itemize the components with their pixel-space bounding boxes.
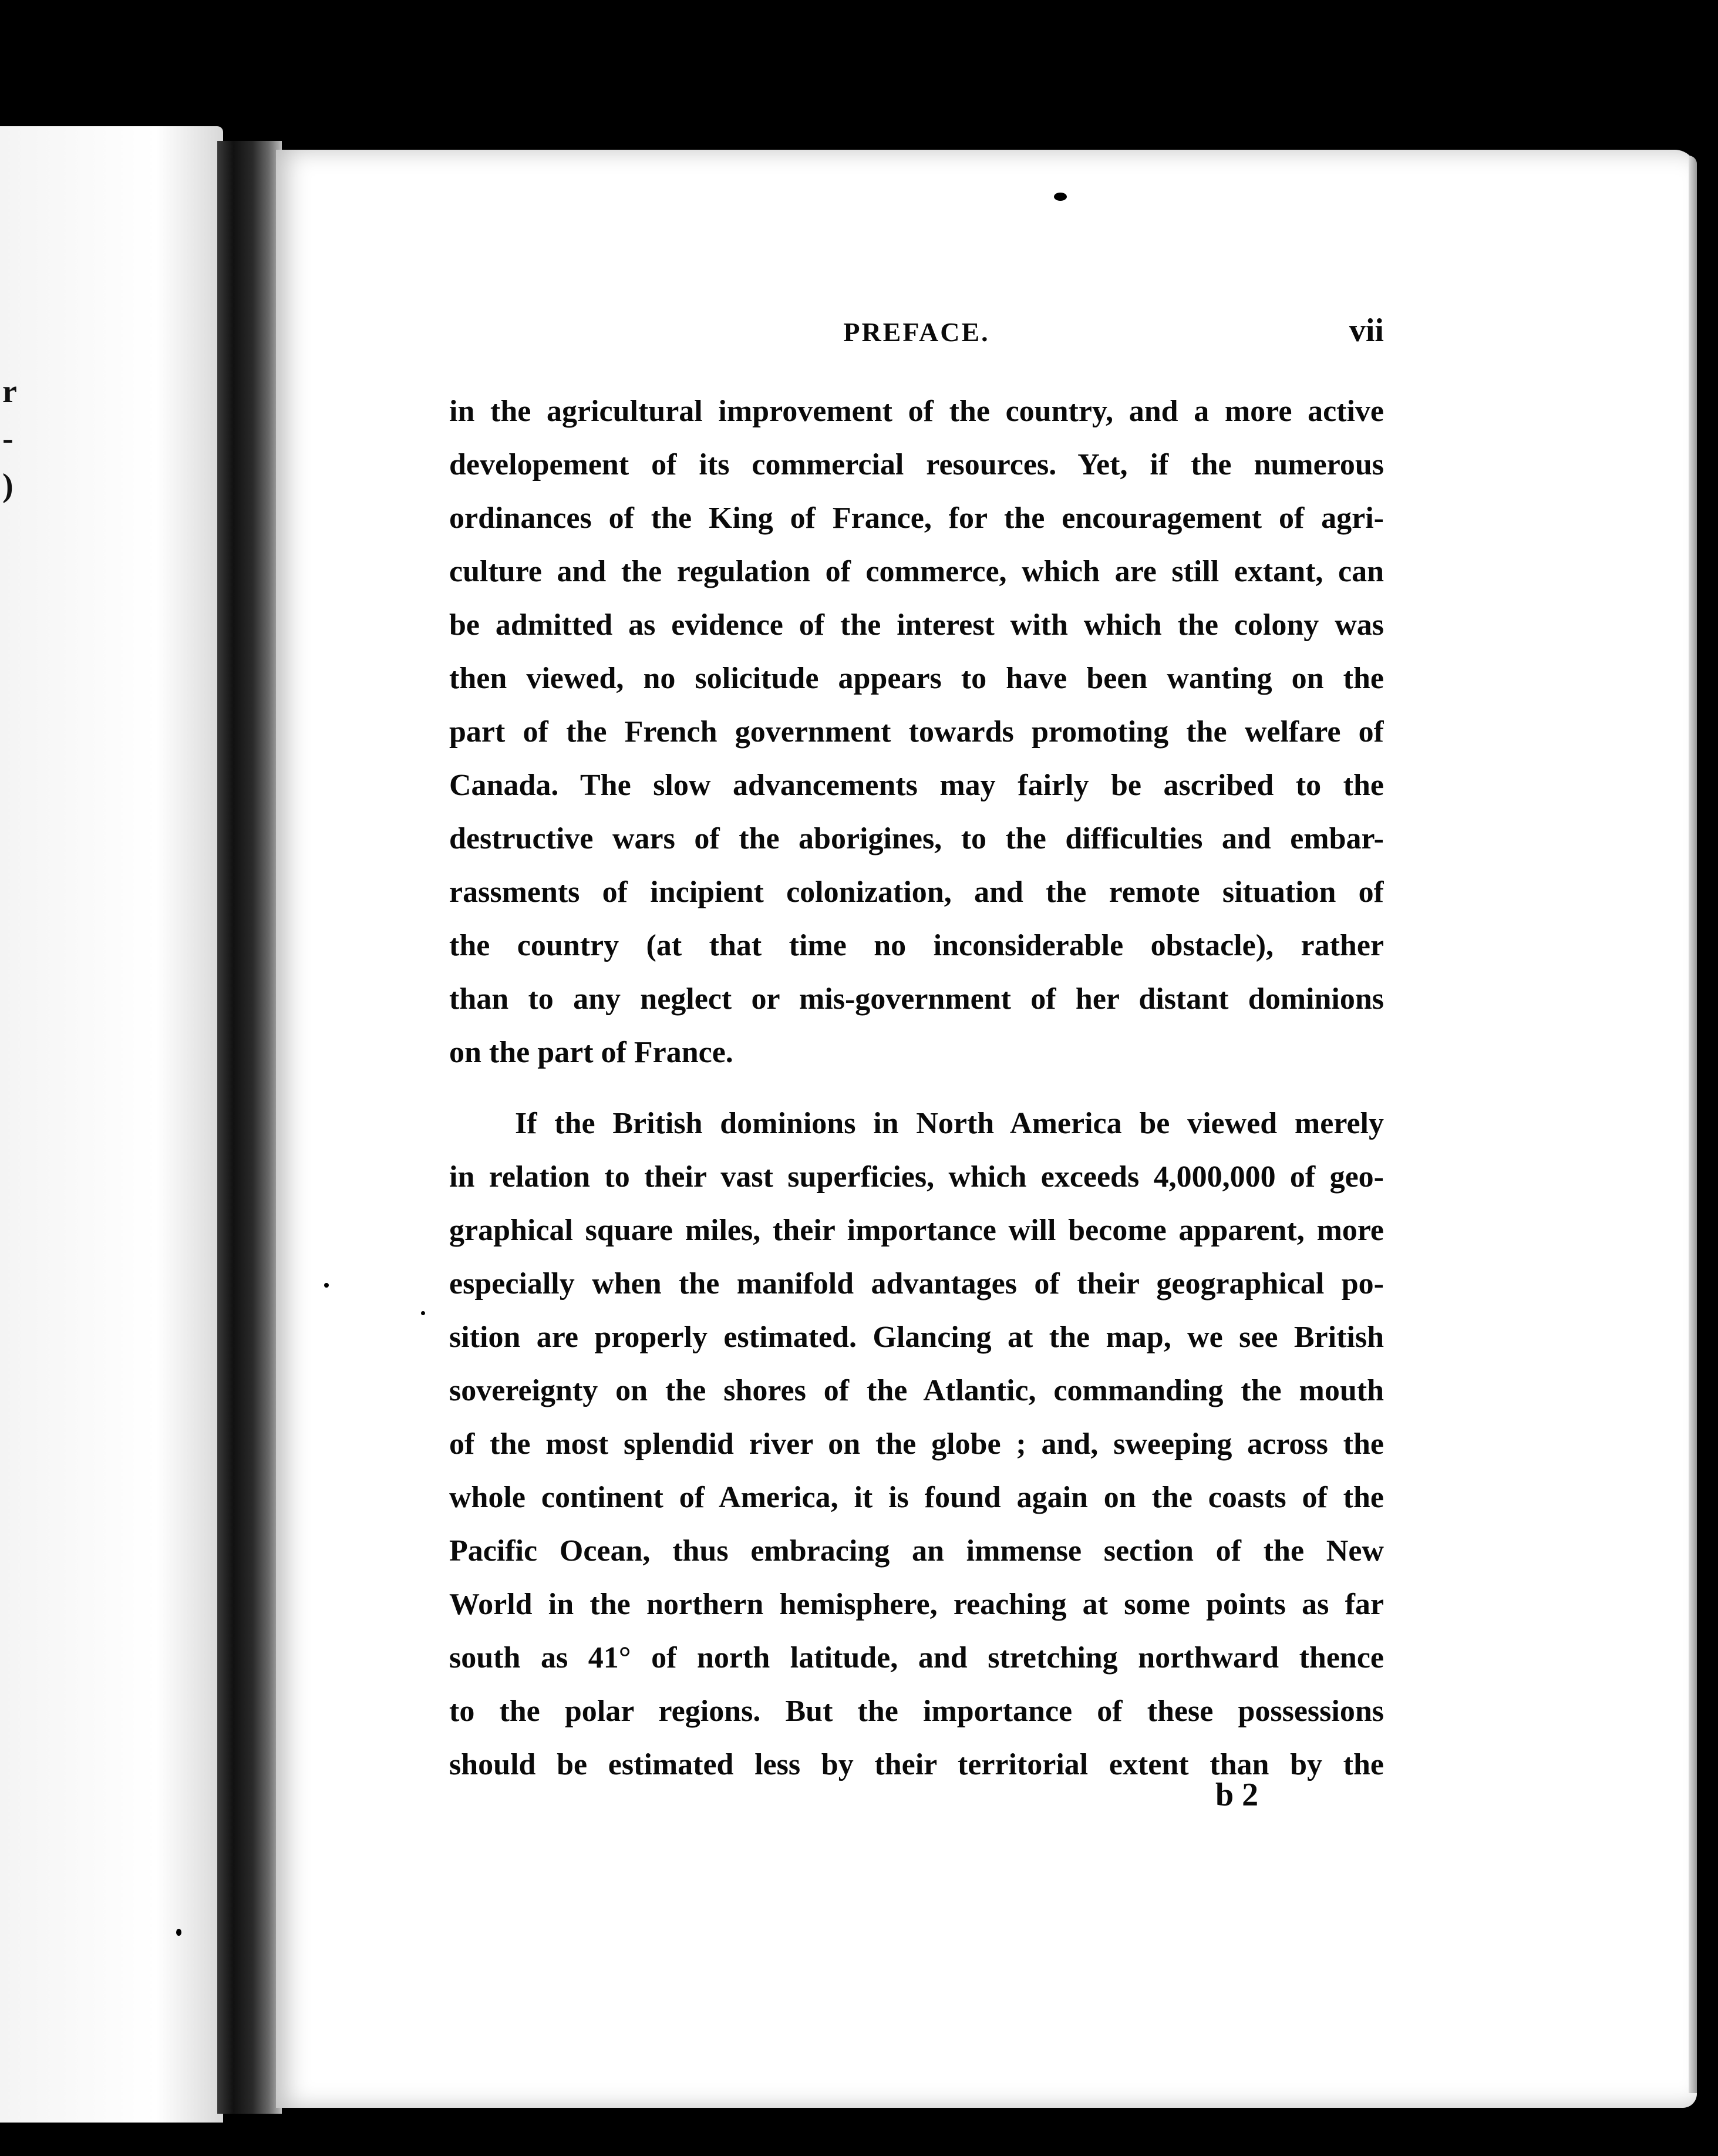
text-line: south as 41° of north latitude, and stretching northward thence: [449, 1641, 1384, 1675]
ink-speck: [421, 1311, 425, 1315]
text-line: If the British dominions in North America be viewed merely: [515, 1107, 1384, 1140]
running-head: [449, 308, 1384, 361]
text-line: Pacific Ocean, thus embracing an immense section of the New: [449, 1534, 1384, 1568]
text-line: sovereignty on the shores of the Atlantic, commanding the mouth: [449, 1374, 1384, 1407]
page-number: vii: [1349, 312, 1384, 349]
text-line: in the agricultural improvement of the country, and a more active: [449, 395, 1384, 428]
ink-speck: [1054, 193, 1067, 201]
paragraph-gap: [449, 1079, 1384, 1097]
paragraph: [449, 1097, 1384, 1791]
ink-speck: [176, 1929, 181, 1936]
text-line: rassments of incipient colonization, and the remote situation of: [449, 875, 1384, 909]
text-line: of the most splendid river on the globe ; and, sweeping across the: [449, 1427, 1384, 1461]
running-title: PREFACE.: [843, 317, 990, 347]
text-line: destructive wars of the aborigines, to the difficulties and embar-: [449, 822, 1384, 855]
text-line: whole continent of America, it is found again on the coasts of the: [449, 1481, 1384, 1514]
text-line: culture and the regulation of commerce, which are still extant, can: [449, 555, 1384, 588]
facing-page-fragment: -: [2, 420, 14, 457]
ink-speck: [324, 1283, 329, 1288]
text-line: in relation to their vast superficies, which exceeds 4,000,000 of geo-: [449, 1160, 1384, 1194]
signature-mark: b 2: [1215, 1777, 1259, 1813]
text-line: be admitted as evidence of the interest with which the colony was: [449, 608, 1384, 642]
text-line: World in the northern hemisphere, reaching at some points as far: [449, 1588, 1384, 1621]
text-line: sition are properly estimated. Glancing at the map, we see British: [449, 1320, 1384, 1354]
text-line: to the polar regions. But the importance of these possessions: [449, 1695, 1384, 1728]
text-line: developement of its commercial resources. Yet, if the numerous: [449, 448, 1384, 481]
text-line: than to any neglect or mis-government of her distant dominions: [449, 982, 1384, 1016]
text-line: should be estimated less by their territorial extent than by the: [449, 1748, 1384, 1781]
facing-page-fragment: r: [2, 373, 17, 410]
body-text: [449, 385, 1384, 1791]
text-line: the country (at that time no inconsiderable obstacle), rather: [449, 929, 1384, 962]
page-edge: [1689, 156, 1697, 2093]
text-line: ordinances of the King of France, for the encouragement of agri-: [449, 501, 1384, 535]
text-line: then viewed, no solicitude appears to have been wanting on the: [449, 662, 1384, 695]
facing-page-fragment: ): [2, 467, 14, 504]
binding-gutter-shadow: [217, 141, 282, 2114]
text-line: part of the French government towards promoting the welfare of: [449, 715, 1384, 749]
text-line: graphical square miles, their importance will become apparent, more: [449, 1214, 1384, 1247]
text-line: especially when the manifold advantages of their geographical po-: [449, 1267, 1384, 1301]
text-line: on the part of France.: [449, 1036, 733, 1069]
facing-page-edge: [0, 126, 223, 2123]
paragraph: [449, 385, 1384, 1079]
text-line: Canada. The slow advancements may fairly be ascribed to the: [449, 769, 1384, 802]
